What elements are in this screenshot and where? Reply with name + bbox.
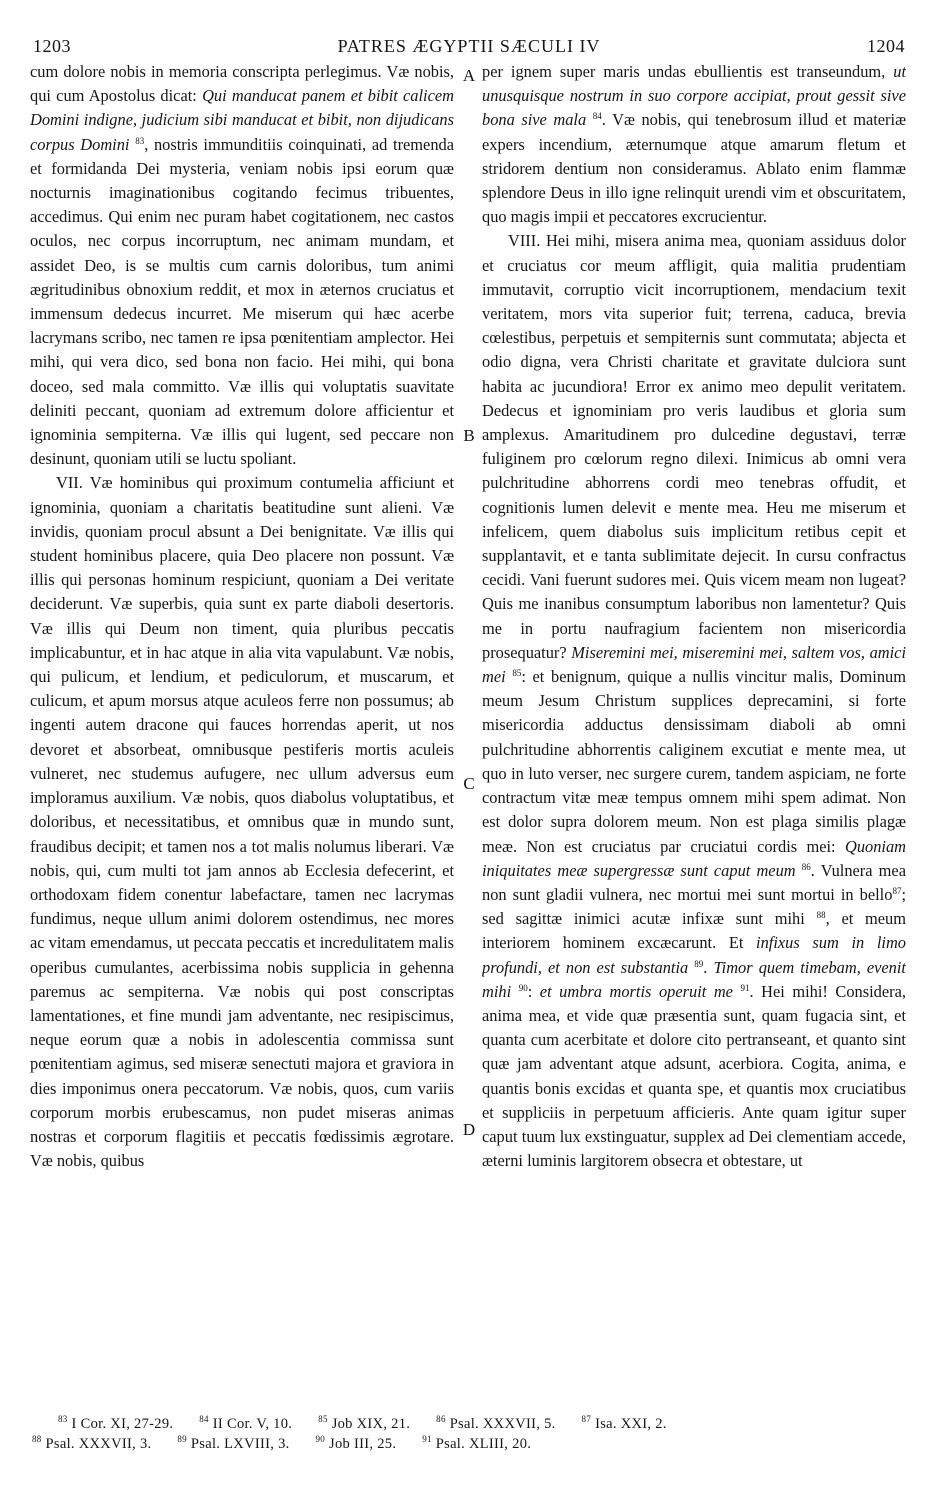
footnotes	[32, 1414, 905, 1454]
footnote-ref-text: Psal. XLIII, 20.	[435, 1436, 532, 1452]
footnote	[422, 1436, 531, 1452]
footnote-number: 86	[436, 1414, 446, 1424]
text-run: per ignem super maris undas ebullientis est transeundum,	[482, 62, 894, 81]
footnote	[32, 1436, 151, 1452]
text-run: , et meum interiorem hominem excæcarunt. Et	[482, 909, 906, 953]
margin-marker-d: D	[462, 1120, 476, 1139]
footnote-number: 83	[58, 1414, 68, 1424]
footnote	[177, 1436, 289, 1452]
margin-marker-c: C	[463, 774, 475, 793]
footnote	[318, 1416, 410, 1432]
paragraph	[30, 60, 454, 471]
footnote-number: 87	[581, 1414, 592, 1424]
text-run: cum dolore nobis in memoria conscripta perlegimus. Væ nobis, qui cum Apostolus dicat:	[30, 62, 454, 106]
scripture-quote: Qui manducat panem et bibit calicem Domini indigne, judicium sibi manducat et bibit, non dijudicans corpus Domini	[30, 86, 454, 154]
running-header	[33, 36, 905, 62]
margin-marker-a: A	[462, 66, 476, 85]
scripture-quote: Miseremini mei, miseremini mei, saltem vos, amici mei	[482, 642, 906, 687]
footnote-number: 91	[422, 1434, 432, 1444]
footnote	[58, 1416, 173, 1432]
text-run: . Væ nobis, qui tenebrosum illud et materiæ expers incendium, æternumque atque amarum fletum et stridorem dentium non consideramus. Ablato enim flammæ splendore Deus in illo igne relinquit urendi vim et obscuritatem, quo magis impii et peccatores excrucientur.	[482, 110, 906, 227]
footnote-ref-text: Job III, 25.	[329, 1436, 397, 1452]
footnote-number: 85	[318, 1414, 328, 1424]
text-run: ; sed sagittæ inimici acutæ infixæ sunt mihi	[482, 884, 906, 929]
footnote-line-2	[32, 1434, 905, 1454]
scripture-quote: infixus sum in limo profundi, et non est substantia	[482, 933, 906, 977]
footnote	[582, 1416, 667, 1432]
footnote-number: 89	[177, 1434, 187, 1444]
footnote-ref: 85	[512, 668, 522, 679]
footnote	[436, 1416, 555, 1432]
footnote-ref-text: Psal. XXXVII, 5.	[449, 1416, 556, 1432]
footnote-ref: 89	[694, 958, 704, 969]
text-run: . Hei mihi! Considera, anima mea, et vide quæ præsentia sunt, quam fugacia sint, et quanta cum acerbitate et dolore cito pertranseant, et quanto sint quæ jam adventant atque adsunt, acerbiora. Cogita, anima, e quantis bonis excidas et quanta spe, et quantis mox cruciatibus et suppliciis in perpetuum afficieris. Ante quam igitur super caput tuum lux exstinguatur, supplex ad Dei clementiam accede, æterni luminis largitorem obsecra et obtestare, ut	[482, 981, 906, 1171]
text-run: , nostris immunditiis coinquinati, ad tremenda et formidanda Dei mysteria, veniam nobis ipsi eorum quæ nocturnis imaginationibus cogitando fecimus tribuentes, accedimus. Qui enim nec puram habet cogitationem, nec castos oculos, nec corpus incorruptum, nec animam mundam, et assidet Deo, is se multis cum carnis doloribus, tum animi ægritudinibus obnoxium reddit, et mox in æternos cruciatus et immensum dedecus incurret. Me miserum qui hæc acerbe lacrymans scribo, nec tamen re ipsa pœnitentiam amplector. Hei mihi, qui vera dico, sed bona non facio. Hei mihi, qui bona doceo, sed mala committo. Væ illis qui voluptatis suavitate deliniti peccant, quoniam ad extremum dolore afficientur et ignominia sempiterna. Væ illis qui lugent, sed peccare non desinunt, quoniam utili se luctu spoliant.	[30, 134, 454, 469]
footnote-number: 84	[199, 1414, 209, 1424]
paragraph-vii: VII. Væ hominibus qui proximum contumelia afficiunt et ignominia, quoniam a charitatis beatitudine sunt alieni. Væ invidis, quoniam procul absunt a Dei benignitate. Væ illis qui student hominibus placere, quia Deo placere non possunt. Væ illis qui personas hominum respiciunt, quoniam a Dei veritate deciderunt. Væ superbis, quia sunt ex parte diaboli desertoris. Væ illis qui Deum non timent, quia pluribus peccatis implicabuntur, et in hac atque in alia vita vapulabunt. Væ nobis, qui pulicum, et lendium, et pediculorum, et muscarum, et culicum, et apum morsus atque aculeos ferre non possumus; ab ingenti autem dracone qui fauces horrendas aperit, ut nos devoret et absorbeat, omnibusque pestiferis mortis aculeis vulneret, nec studemus aufugere, nec ullum adversus eum imploramus auxilium. Væ nobis, quos diabolus voluptatibus, et doloribus, et necessitatibus, et omnibus quæ in mundo sunt, fraudibus decipit; et tamen nos a tot malis nolumus liberari. Væ nobis, qui, cum multi tot jam annos ab Ecclesia defecerint, et orthodoxam fidem conentur labefactare, tamen nec lacrymas fundimus, neque ullum animi dolorem ostendimus, nec mores ac vitam emendamus, ut peccata peccatis et incredulitatem malis operibus cumulantes, acerbissima nobis supplicia in gehenna paremus ac sempiterna. Væ nobis qui post conscriptas lamentationes, et fine mundi jam adventante, nec resipiscimus, neque eorum quæ a nobis in adolescentia commissa sunt pœnitentiam agimus, sed miseræ senectuti majora et graviora in dies imponimus onera peccatorum. Væ nobis, quos, cum variis corporum morbis erubescamus, non pudet miseras animas nostras et corporum flagitiis et peccatis fœdissimis ægrotare. Væ nobis, quibus	[30, 473, 454, 1171]
footnote-ref-text: I Cor. XI, 27-29.	[71, 1416, 174, 1432]
page-number-right: 1204	[867, 36, 905, 56]
right-column	[482, 60, 906, 1406]
paragraph	[482, 60, 906, 229]
text-run: VIII. Hei mihi, misera anima mea, quoniam assiduus dolor et cruciatus cor meum affligit, quia malitia prudentiam immutavit, corruptio vicit incorruptionem, mendacium texit veritatem, mors vita superior fuit; terrena, caduca, brevia cœlestibus, perpetuis et sempiternis sunt commutata; abjecta et odio digna, vera Christi charitate et gravitate dulciora sunt habita ac jucundiora! Error ex animo meo depulit veritatem. Dedecus et ignominiam pro veris laudibus et gloria sum amplexus. Amaritudinem pro dulcedine degustavi, terræ fuliginem pro cœlorum regno dilexi. Inimicus ab omni vera pulchritudine abhorrens cordi meo tenebras offudit, et cognitionis lumen delevit e mente mea. Heu me miserum et infelicem, quem diabolus suis implicitum retibus cepit et supplantavit, et e tanta sublimitate dejecit. In cursu confractus cecidi. Vani fuerunt sudores mei. Quis vicem meam non lugeat? Quis me inanibus consumptum laboribus non lamentetur? Quis me in portu naufragium facientem non misericordia prosequatur?	[482, 231, 906, 662]
text-run: .	[703, 957, 714, 977]
footnote-ref: 86	[801, 861, 811, 872]
text-run: :	[527, 981, 540, 1001]
footnote	[199, 1416, 292, 1432]
footnote-ref: 88	[816, 910, 826, 921]
running-title: PATRES ÆGYPTII SÆCULI IV	[337, 36, 601, 56]
footnote-number: 88	[32, 1434, 42, 1444]
text-run: . Vulnera mea non sunt gladii vulnera, nec mortui mei sunt mortui in bello	[482, 860, 906, 904]
scripture-quote: Timor quem timebam, evenit mihi	[482, 957, 906, 1001]
footnote-ref-text: Job XIX, 21.	[331, 1416, 411, 1432]
text-run: : et benignum, quique a nullis vincitur malis, Dominum meum Jesum Christum supplices deprecamini, si forte misericordia adductus densissimam diaboli ab omni pulchritudine abhorrentis caliginem excutiat e mente mea, ut quo in luto verser, nec surgere curem, tandem aspiciam, ne forte contractum vitæ meæ tempus omnem mihi spem adimat. Non est dolor supra dolorem meum. Non est plaga similis plagæ meæ. Non est cruciatus par cruciatui cordis mei:	[482, 667, 906, 856]
footnote-ref-text: Psal. LXVIII, 3.	[190, 1436, 290, 1452]
margin-marker-b: B	[463, 426, 475, 445]
footnote-ref: 91	[740, 982, 750, 993]
paragraph-viii	[482, 229, 906, 1173]
footnote-line-1	[58, 1414, 905, 1434]
left-column	[30, 60, 454, 1406]
scripture-quote: Quoniam iniquitates meæ supergressæ sunt caput meum	[482, 836, 906, 880]
footnote-ref-text: II Cor. V, 10.	[212, 1416, 293, 1432]
scripture-quote: et umbra mortis operuit me	[539, 981, 733, 1001]
footnote-ref-text: Psal. XXXVII, 3.	[45, 1436, 152, 1452]
footnote-ref-text: Isa. XXI, 2.	[595, 1416, 667, 1432]
footnote-ref: 87	[892, 885, 902, 896]
footnote	[316, 1436, 397, 1452]
footnote-ref: 83	[135, 135, 145, 146]
footnote-ref: 90	[518, 982, 528, 993]
scripture-quote: ut unusquisque nostrum in suo corpore accipiat, prout gessit sive bona sive mala	[482, 62, 906, 130]
page-number-left: 1203	[33, 36, 71, 56]
footnote-number: 90	[315, 1434, 326, 1444]
footnote-ref: 84	[592, 111, 602, 122]
